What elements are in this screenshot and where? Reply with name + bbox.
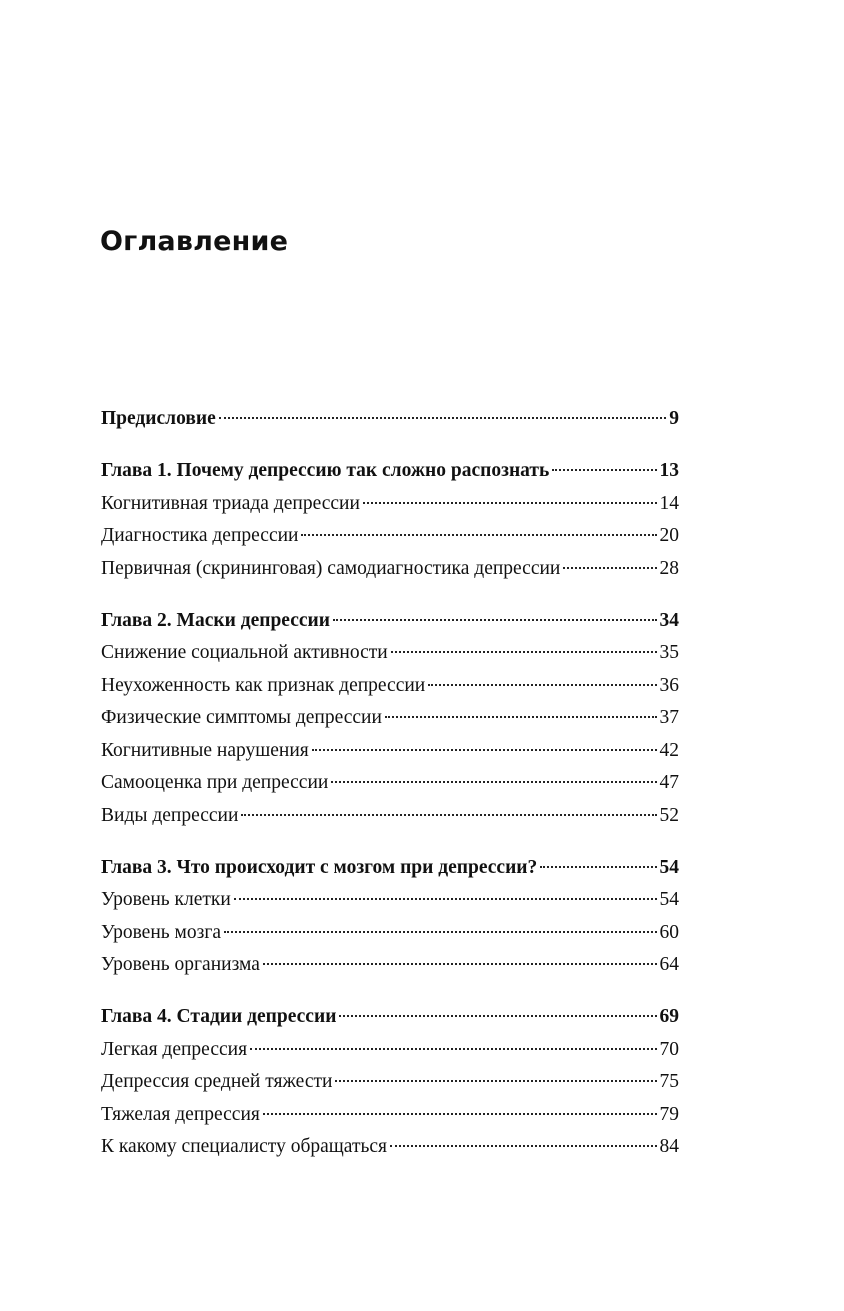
toc-entry-section[interactable] — [101, 949, 679, 982]
toc-section-title: Когнитивная триада депрессии — [101, 492, 360, 514]
toc-entry-chapter-2[interactable] — [101, 605, 679, 638]
toc-entry-section[interactable] — [101, 1099, 679, 1132]
toc-entry-section[interactable] — [101, 1131, 679, 1164]
toc-page-number: 52 — [659, 804, 679, 826]
toc-section-title: Неухоженность как признак депрессии — [101, 674, 426, 696]
dot-leader — [428, 684, 656, 686]
toc-chapter-2-group — [101, 605, 679, 833]
toc-entry-title: Предисловие — [101, 408, 216, 429]
toc-section-title: К какому специалисту обращаться — [101, 1136, 387, 1157]
dot-leader — [391, 651, 657, 653]
toc-entry-section[interactable] — [101, 884, 679, 917]
toc-page-number: 54 — [659, 889, 679, 910]
toc-page-number: 9 — [669, 408, 679, 429]
toc-entry-section[interactable] — [101, 800, 679, 833]
toc-entry-chapter-3[interactable] — [101, 852, 679, 885]
toc-chapter-title: Глава 2. Маски депрессии — [101, 609, 330, 631]
toc-section-title: Диагностика депрессии — [101, 525, 299, 546]
toc-chapter-title: Глава 1. Почему депрессию так сложно распознать — [101, 460, 550, 481]
toc-page-number: 14 — [659, 492, 679, 514]
dot-leader — [333, 619, 657, 621]
toc-entry-section[interactable] — [101, 553, 679, 586]
toc-page-number: 60 — [659, 921, 679, 943]
toc-page-number: 64 — [659, 954, 679, 975]
dot-leader — [250, 1048, 656, 1050]
toc-page-number: 54 — [659, 856, 679, 878]
toc-entry-section[interactable] — [101, 1066, 679, 1099]
dot-leader — [339, 1015, 656, 1017]
toc-entry-section[interactable] — [101, 637, 679, 670]
dot-leader — [234, 898, 657, 900]
toc-chapter-4-group — [101, 1001, 679, 1164]
dot-leader — [390, 1145, 657, 1147]
dot-leader — [563, 567, 656, 569]
toc-section-title: Самооценка при депрессии — [101, 772, 329, 793]
toc-page-number: 42 — [659, 739, 679, 761]
toc-entry-chapter-1[interactable] — [101, 455, 679, 488]
toc-section-title: Уровень клетки — [101, 889, 231, 910]
toc-page-number: 37 — [659, 707, 679, 728]
toc-entry-section[interactable] — [101, 520, 679, 553]
toc-page-number: 75 — [659, 1071, 679, 1092]
toc-entry-section[interactable] — [101, 917, 679, 950]
dot-leader — [331, 781, 656, 783]
dot-leader — [540, 866, 656, 868]
dot-leader — [219, 417, 666, 419]
toc-section-title: Снижение социальной активности — [101, 642, 388, 663]
toc-page-number: 70 — [659, 1038, 679, 1060]
toc-section-title: Легкая депрессия — [101, 1038, 248, 1060]
table-of-contents — [101, 403, 679, 1183]
toc-page-number: 79 — [659, 1103, 679, 1125]
dot-leader — [224, 931, 657, 933]
toc-section-title: Уровень организма — [101, 954, 260, 975]
toc-chapter-3-group — [101, 852, 679, 982]
toc-section-title: Первичная (скрининговая) самодиагностика депрессии — [101, 557, 561, 579]
toc-section-title: Уровень мозга — [101, 921, 221, 943]
toc-chapter-title: Глава 3. Что происходит с мозгом при депрессии? — [101, 856, 538, 878]
toc-page-number: 13 — [659, 460, 679, 481]
toc-entry-chapter-4[interactable] — [101, 1001, 679, 1034]
toc-entry-section[interactable] — [101, 670, 679, 703]
dot-leader — [263, 963, 657, 965]
dot-leader — [363, 502, 657, 504]
toc-page-number: 47 — [659, 772, 679, 793]
toc-page-number: 34 — [659, 609, 679, 631]
toc-entry-preface[interactable] — [101, 403, 679, 436]
page-title: Оглавление — [100, 226, 289, 257]
toc-entry-section[interactable] — [101, 1034, 679, 1067]
toc-entry-section[interactable] — [101, 735, 679, 768]
dot-leader — [312, 749, 657, 751]
dot-leader — [301, 534, 656, 536]
toc-entry-section[interactable] — [101, 488, 679, 521]
toc-preface-group — [101, 403, 679, 436]
dot-leader — [241, 814, 656, 816]
toc-entry-section[interactable] — [101, 702, 679, 735]
toc-section-title: Виды депрессии — [101, 804, 239, 826]
toc-chapter-1-group — [101, 455, 679, 585]
toc-page-number: 20 — [659, 525, 679, 546]
toc-page-number: 35 — [659, 642, 679, 663]
toc-page-number: 28 — [659, 557, 679, 579]
dot-leader — [385, 716, 657, 718]
toc-section-title: Тяжелая депрессия — [101, 1103, 260, 1125]
toc-page-number: 84 — [659, 1136, 679, 1157]
dot-leader — [552, 469, 656, 471]
toc-entry-section[interactable] — [101, 767, 679, 800]
toc-section-title: Физические симптомы депрессии — [101, 707, 382, 728]
dot-leader — [335, 1080, 656, 1082]
toc-section-title: Депрессия средней тяжести — [101, 1071, 333, 1092]
toc-page-number: 36 — [659, 674, 679, 696]
dot-leader — [263, 1113, 657, 1115]
toc-section-title: Когнитивные нарушения — [101, 739, 309, 761]
toc-page-number: 69 — [659, 1006, 679, 1027]
toc-chapter-title: Глава 4. Стадии депрессии — [101, 1006, 337, 1027]
